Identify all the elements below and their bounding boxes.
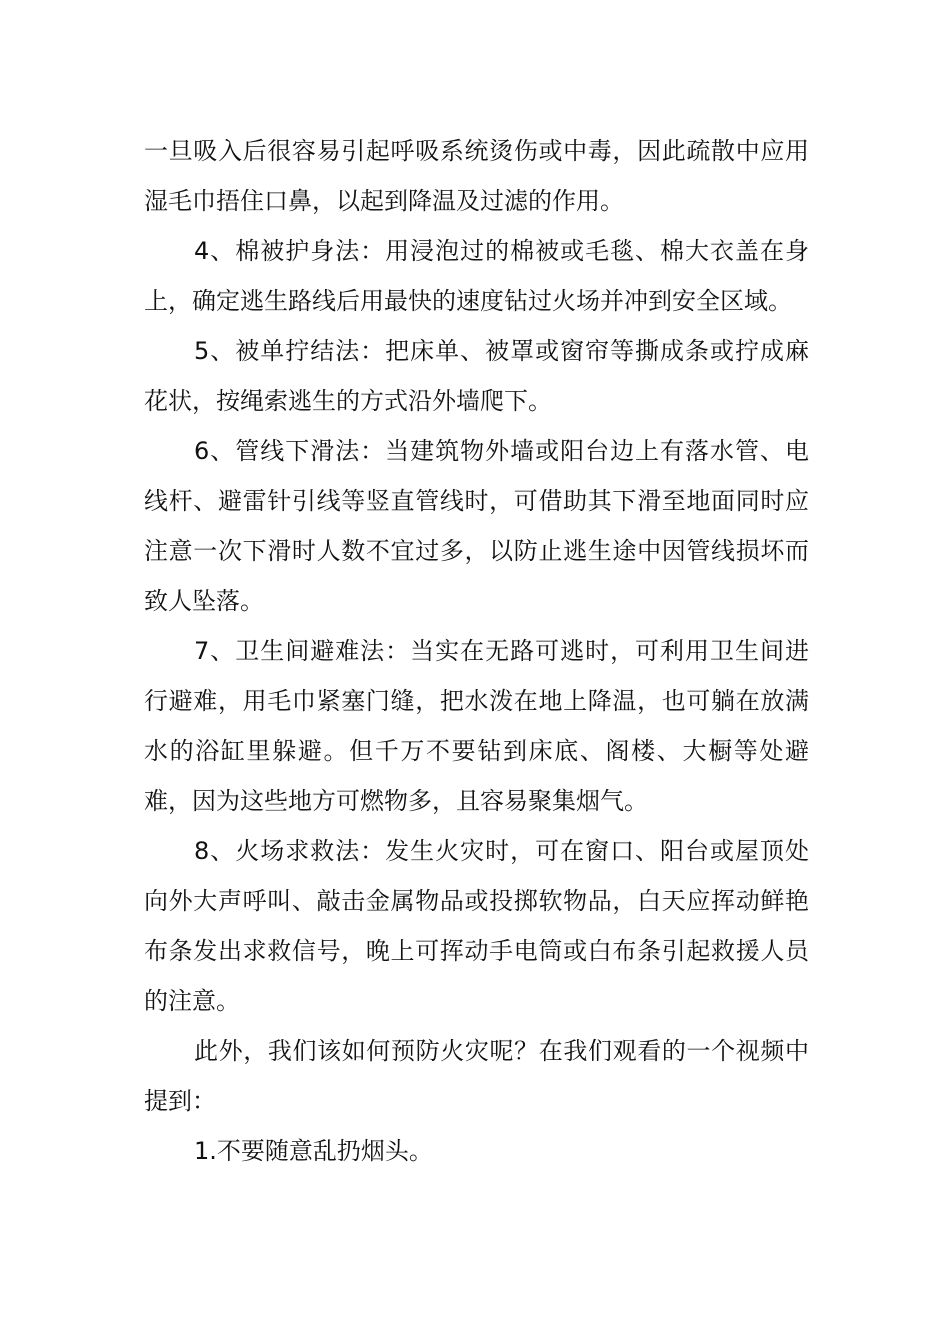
paragraph-method-7: 7、卫生间避难法：当实在无路可逃时，可利用卫生间进行避难，用毛巾紧塞门缝，把水泼在地上降温，也可躺在放满水的浴缸里躲避。但千万不要钻到床底、阁楼、大橱等处避难，因为这些地方可燃物多，且容易聚集烟气。 — [144, 637, 809, 815]
paragraph-prevention-intro: 此外，我们该如何预防火灾呢？在我们观看的一个视频中提到： — [144, 1037, 809, 1115]
document-body — [144, 126, 809, 1176]
paragraph-prevention-1: 1.不要随意乱扔烟头。 — [194, 1137, 433, 1165]
paragraph-method-5: 5、被单拧结法：把床单、被罩或窗帘等撕成条或拧成麻花状，按绳索逃生的方式沿外墙爬下。 — [144, 337, 809, 415]
paragraph-continuation: 一旦吸入后很容易引起呼吸系统烫伤或中毒，因此疏散中应用湿毛巾捂住口鼻，以起到降温及过滤的作用。 — [144, 137, 809, 215]
paragraph-method-8: 8、火场求救法：发生火灾时，可在窗口、阳台或屋顶处向外大声呼叫、敲击金属物品或投掷软物品，白天应挥动鲜艳布条发出求救信号，晚上可挥动手电筒或白布条引起救援人员的注意。 — [144, 837, 809, 1015]
paragraph-method-4: 4、棉被护身法：用浸泡过的棉被或毛毯、棉大衣盖在身上，确定逃生路线后用最快的速度钻过火场并冲到安全区域。 — [144, 237, 809, 315]
paragraph-method-6: 6、管线下滑法：当建筑物外墙或阳台边上有落水管、电线杆、避雷针引线等竖直管线时，可借助其下滑至地面同时应注意一次下滑时人数不宜过多，以防止逃生途中因管线损坏而致人坠落。 — [144, 437, 809, 615]
